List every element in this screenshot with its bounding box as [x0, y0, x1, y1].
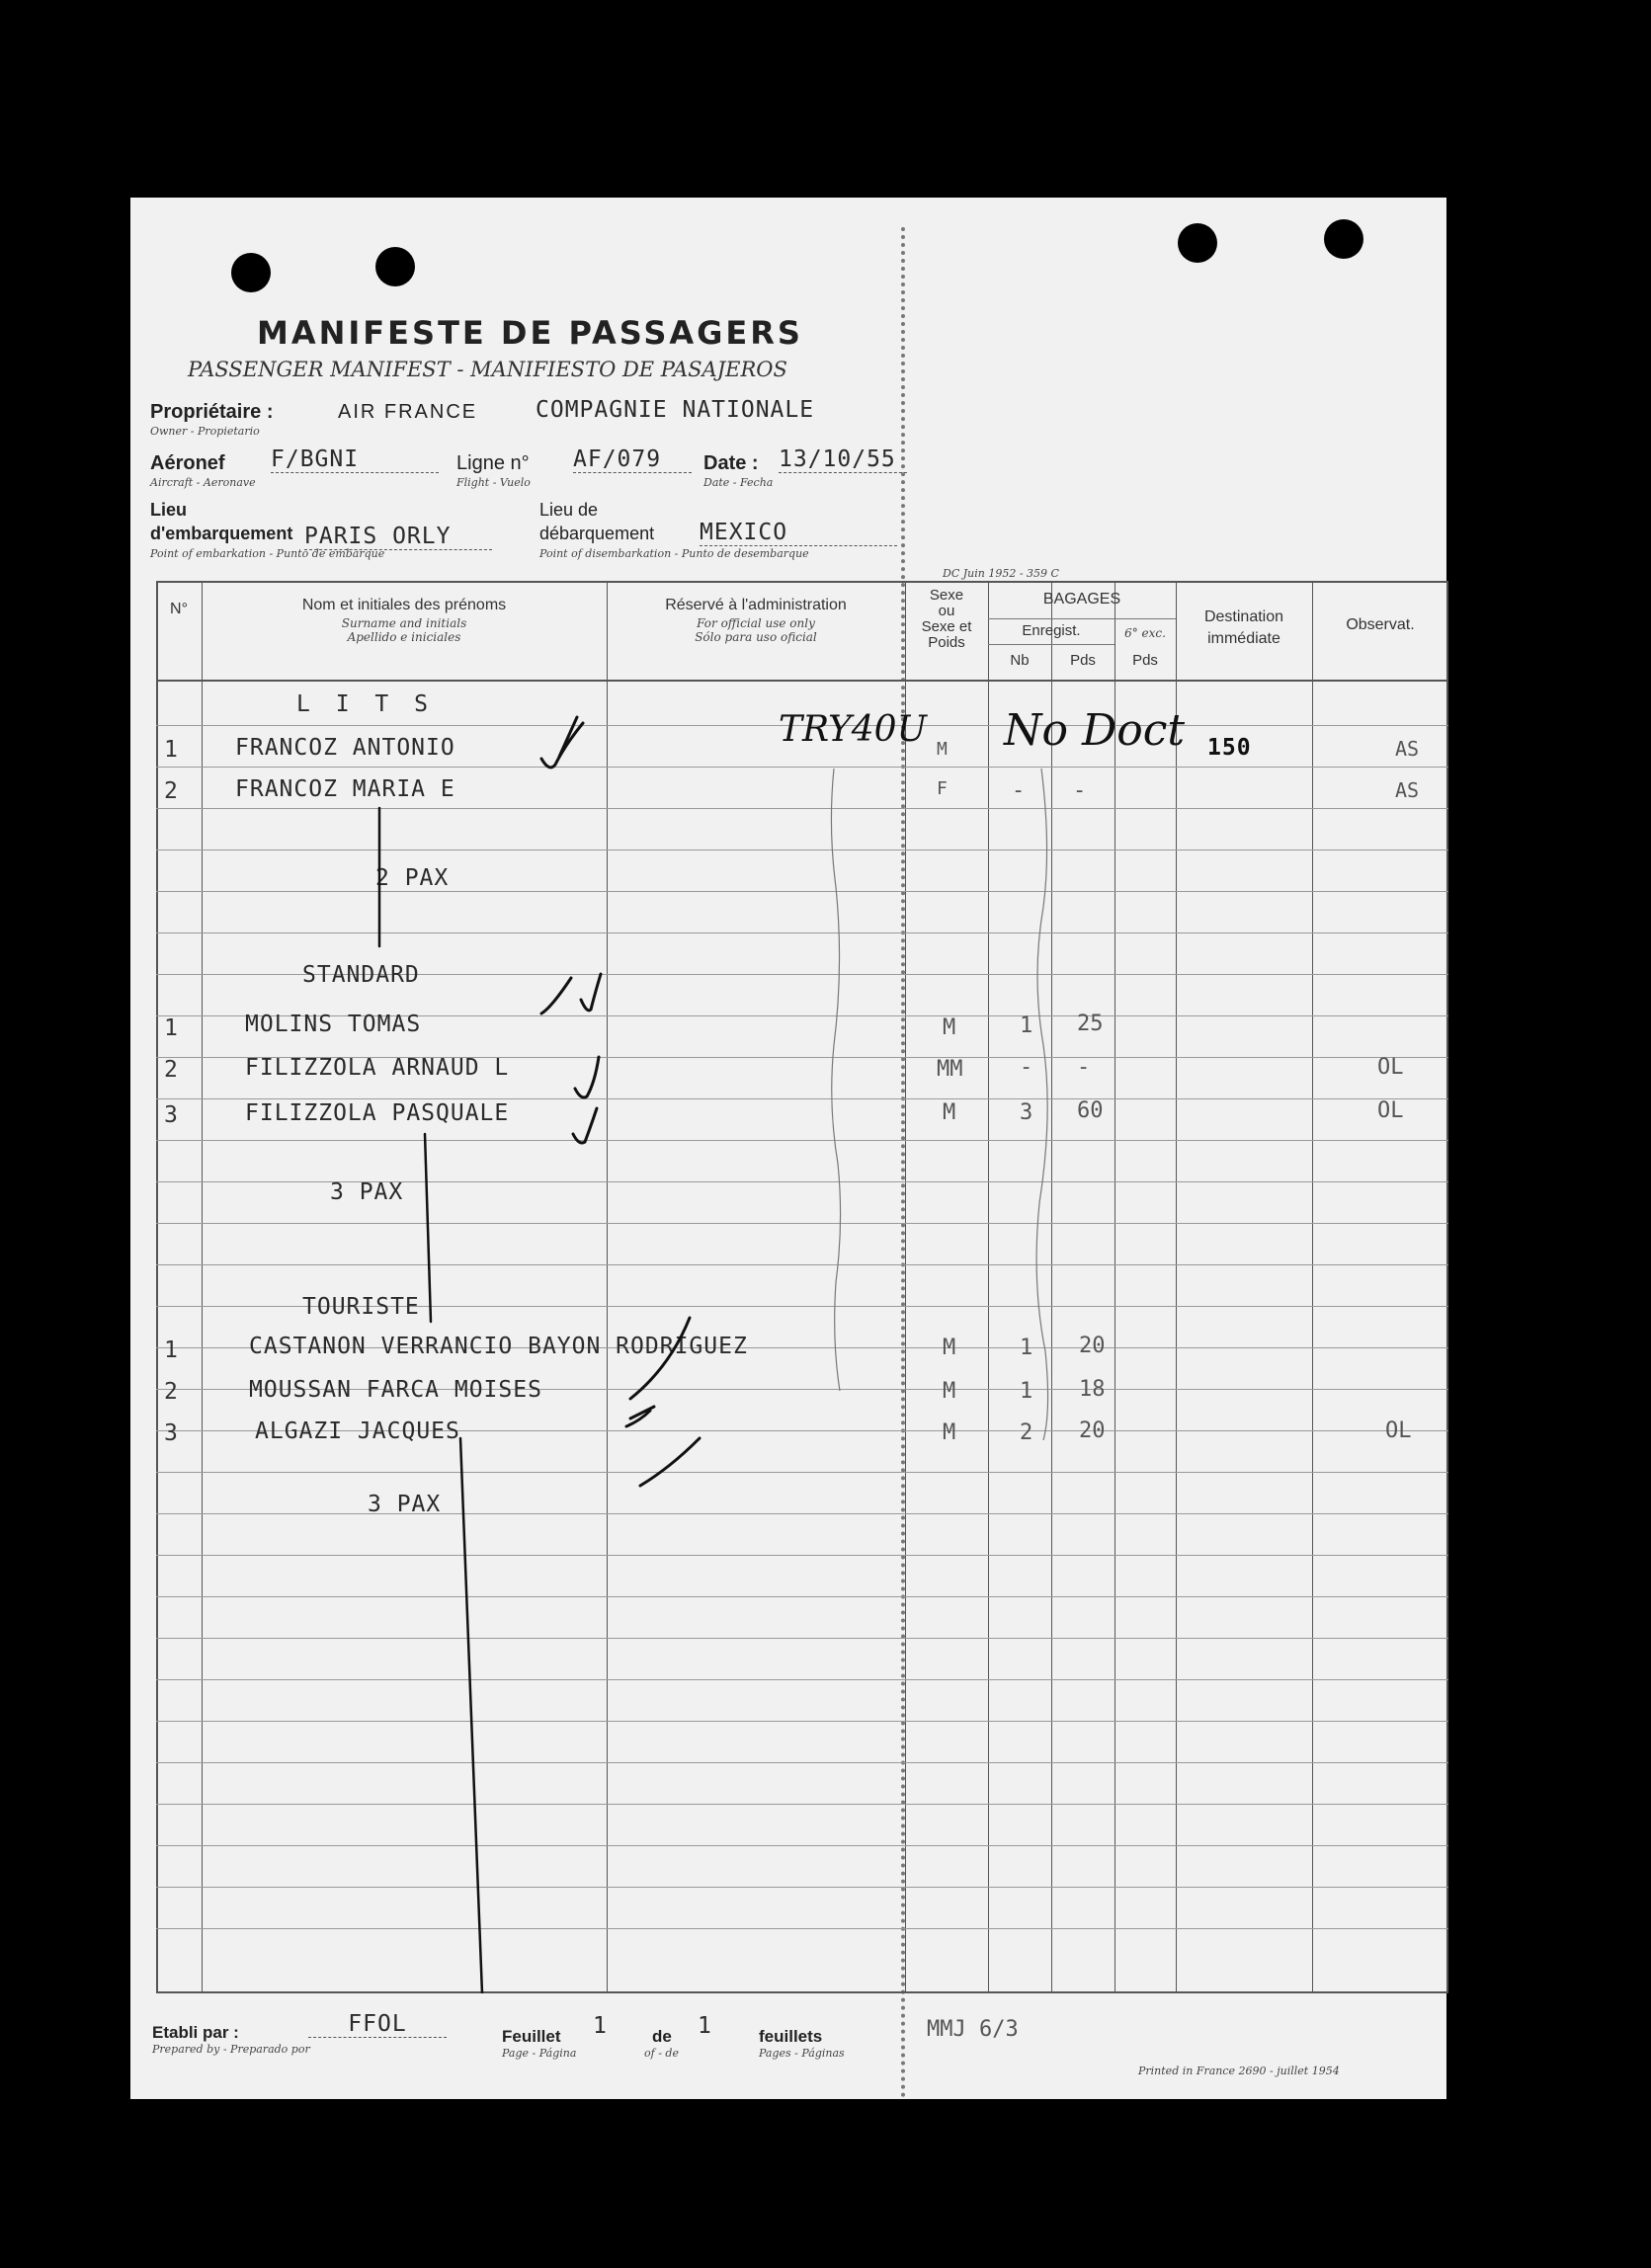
prepared-label: Etabli par :	[152, 2023, 239, 2042]
baggage-count: -	[1020, 1055, 1033, 1080]
baggage-weight: 20	[1079, 1418, 1106, 1443]
passenger-name: CASTANON VERRANCIO BAYON RODRIGUEZ	[249, 1334, 748, 1359]
owner-label: Propriétaire :	[150, 401, 274, 423]
flight-label: Ligne n°	[456, 452, 530, 474]
date-value: 13/10/55	[779, 446, 907, 473]
passenger-sex: MM	[937, 1057, 963, 1082]
col-sex-2: ou	[938, 603, 955, 619]
date-sub: Date - Fecha	[703, 476, 774, 489]
section-total: 2 PAX	[375, 865, 450, 891]
section-total: 3 PAX	[330, 1179, 404, 1205]
disembark-label-2: débarquement	[539, 524, 655, 543]
row-no: 1	[164, 737, 178, 763]
reference-code: MMJ 6/3	[927, 2017, 1019, 2042]
punch-hole	[1324, 219, 1363, 259]
observation-value: AS	[1395, 778, 1420, 802]
row-no: 2	[164, 778, 178, 804]
flight-sub: Flight - Vuelo	[456, 476, 531, 489]
disembark-label-1: Lieu de	[539, 500, 599, 520]
col-enregist: Enregist.	[1022, 622, 1081, 639]
col-admin: Réservé à l'administration	[665, 597, 847, 613]
baggage-count: 1	[1020, 1013, 1033, 1038]
passenger-name: MOUSSAN FARCA MOISES	[249, 1377, 542, 1403]
punch-hole	[1178, 223, 1217, 263]
sheet-label: Feuillet	[502, 2027, 561, 2046]
col-name-en: Surname and initials	[341, 616, 467, 630]
baggage-weight: -	[1073, 778, 1087, 803]
destination-value: 150	[1207, 735, 1252, 761]
aircraft-value: F/BGNI	[271, 446, 439, 473]
sheet-value: 1	[593, 2013, 608, 2039]
passenger-sex: M	[943, 1379, 956, 1404]
col-nb: Nb	[1010, 652, 1030, 669]
form-code: DC Juin 1952 - 359 C	[943, 567, 1059, 580]
baggage-weight: 60	[1077, 1098, 1104, 1123]
row-no: 3	[164, 1420, 178, 1446]
passenger-sex: F	[937, 778, 948, 799]
embark-label-1: Lieu	[150, 500, 188, 520]
observation-value: AS	[1395, 737, 1420, 761]
disembark-sub: Point of disembarkation - Punto de desembarque	[539, 547, 809, 560]
baggage-weight: 20	[1079, 1334, 1106, 1358]
embark-label-2: d'embarquement	[150, 524, 293, 543]
passenger-sex: M	[943, 1420, 956, 1445]
passenger-sex: M	[943, 1015, 956, 1040]
col-bagages: BAGAGES	[1042, 591, 1121, 608]
sheets-label: feuillets	[759, 2027, 823, 2046]
disembark-value: MEXICO	[700, 520, 897, 546]
section-total: 3 PAX	[368, 1492, 442, 1517]
of-label: de	[652, 2027, 672, 2046]
of-sub: of - de	[644, 2047, 679, 2060]
observation-value: OL	[1377, 1098, 1404, 1123]
col-name: Nom et initiales des prénoms	[301, 597, 507, 613]
manifest-sheet	[130, 198, 1446, 2099]
col-admin-en: For official use only	[697, 616, 815, 630]
observation-value: OL	[1377, 1055, 1404, 1080]
date-label: Date :	[703, 452, 759, 474]
passenger-sex: M	[943, 1100, 956, 1125]
passenger-name: FILIZZOLA ARNAUD L	[245, 1055, 510, 1081]
baggage-count: 2	[1020, 1420, 1033, 1445]
col-no: N°	[170, 601, 188, 617]
printed-note: Printed in France 2690 - juillet 1954	[1138, 2065, 1340, 2077]
owner-sub: Owner - Propietario	[150, 425, 260, 438]
embark-value: PARIS ORLY	[304, 524, 492, 550]
section-label-standard: STANDARD	[302, 962, 420, 988]
baggage-weight: 18	[1079, 1377, 1106, 1402]
passenger-sex: M	[943, 1336, 956, 1360]
check-mark	[541, 723, 583, 768]
section-label-touriste: TOURISTE	[302, 1294, 420, 1320]
sheet-sub: Page - Página	[502, 2047, 577, 2060]
row-no: 2	[164, 1057, 178, 1083]
section-label-lits: L I T S	[296, 691, 434, 717]
handwritten-admin-note: TRY40U	[779, 709, 927, 750]
col-destination: Destination immédiate	[1203, 608, 1284, 647]
manifest-subtitle: PASSENGER MANIFEST - MANIFIESTO DE PASAJEROS	[188, 358, 787, 381]
passenger-name: FRANCOZ MARIA E	[235, 776, 455, 802]
passenger-table	[156, 581, 1448, 1993]
owner-value-print: AIR FRANCE	[338, 401, 478, 423]
col-sex-3: Sexe et	[921, 618, 972, 635]
owner-value-typed: COMPAGNIE NATIONALE	[536, 397, 815, 423]
of-value: 1	[698, 2013, 712, 2039]
passenger-sex: M	[937, 739, 948, 760]
baggage-count: -	[1012, 778, 1026, 803]
passenger-name: FILIZZOLA PASQUALE	[245, 1100, 510, 1126]
col-name-es: Apellido e iniciales	[347, 630, 461, 644]
col-excess: 6° exc.	[1124, 626, 1166, 640]
col-sex-1: Sexe	[929, 587, 964, 604]
prepared-value: FFOL	[308, 2011, 447, 2038]
row-no: 2	[164, 1379, 178, 1405]
col-excess-pds: Pds	[1132, 652, 1158, 669]
aircraft-label: Aéronef	[150, 452, 225, 474]
row-no: 3	[164, 1102, 178, 1128]
row-no: 1	[164, 1015, 178, 1041]
handwritten-baggage-note: No Doct	[1004, 705, 1186, 756]
observation-value: OL	[1385, 1418, 1412, 1443]
manifest-title: MANIFESTE DE PASSAGERS	[257, 314, 803, 352]
handwriting-marks	[156, 581, 1448, 1993]
col-admin-es: Sólo para uso oficial	[695, 630, 817, 644]
baggage-weight: 25	[1077, 1012, 1104, 1036]
baggage-count: 3	[1020, 1100, 1033, 1125]
col-pds: Pds	[1070, 652, 1096, 669]
prepared-sub: Prepared by - Preparado por	[152, 2043, 310, 2056]
aircraft-sub: Aircraft - Aeronave	[150, 476, 256, 489]
sheets-sub: Pages - Páginas	[759, 2047, 845, 2060]
punch-hole	[231, 253, 271, 292]
col-sex-4: Poids	[928, 634, 965, 651]
passenger-name: FRANCOZ ANTONIO	[235, 735, 455, 761]
punch-hole	[375, 247, 415, 286]
col-observ: Observat.	[1346, 616, 1415, 633]
embark-sub: Point of embarkation - Punto de embarque	[150, 547, 385, 560]
baggage-count: 1	[1020, 1336, 1033, 1360]
passenger-name: MOLINS TOMAS	[245, 1012, 422, 1037]
flight-value: AF/079	[573, 446, 692, 473]
row-no: 1	[164, 1337, 178, 1363]
baggage-weight: -	[1077, 1055, 1091, 1080]
baggage-count: 1	[1020, 1379, 1033, 1404]
passenger-name: ALGAZI JACQUES	[255, 1418, 460, 1444]
